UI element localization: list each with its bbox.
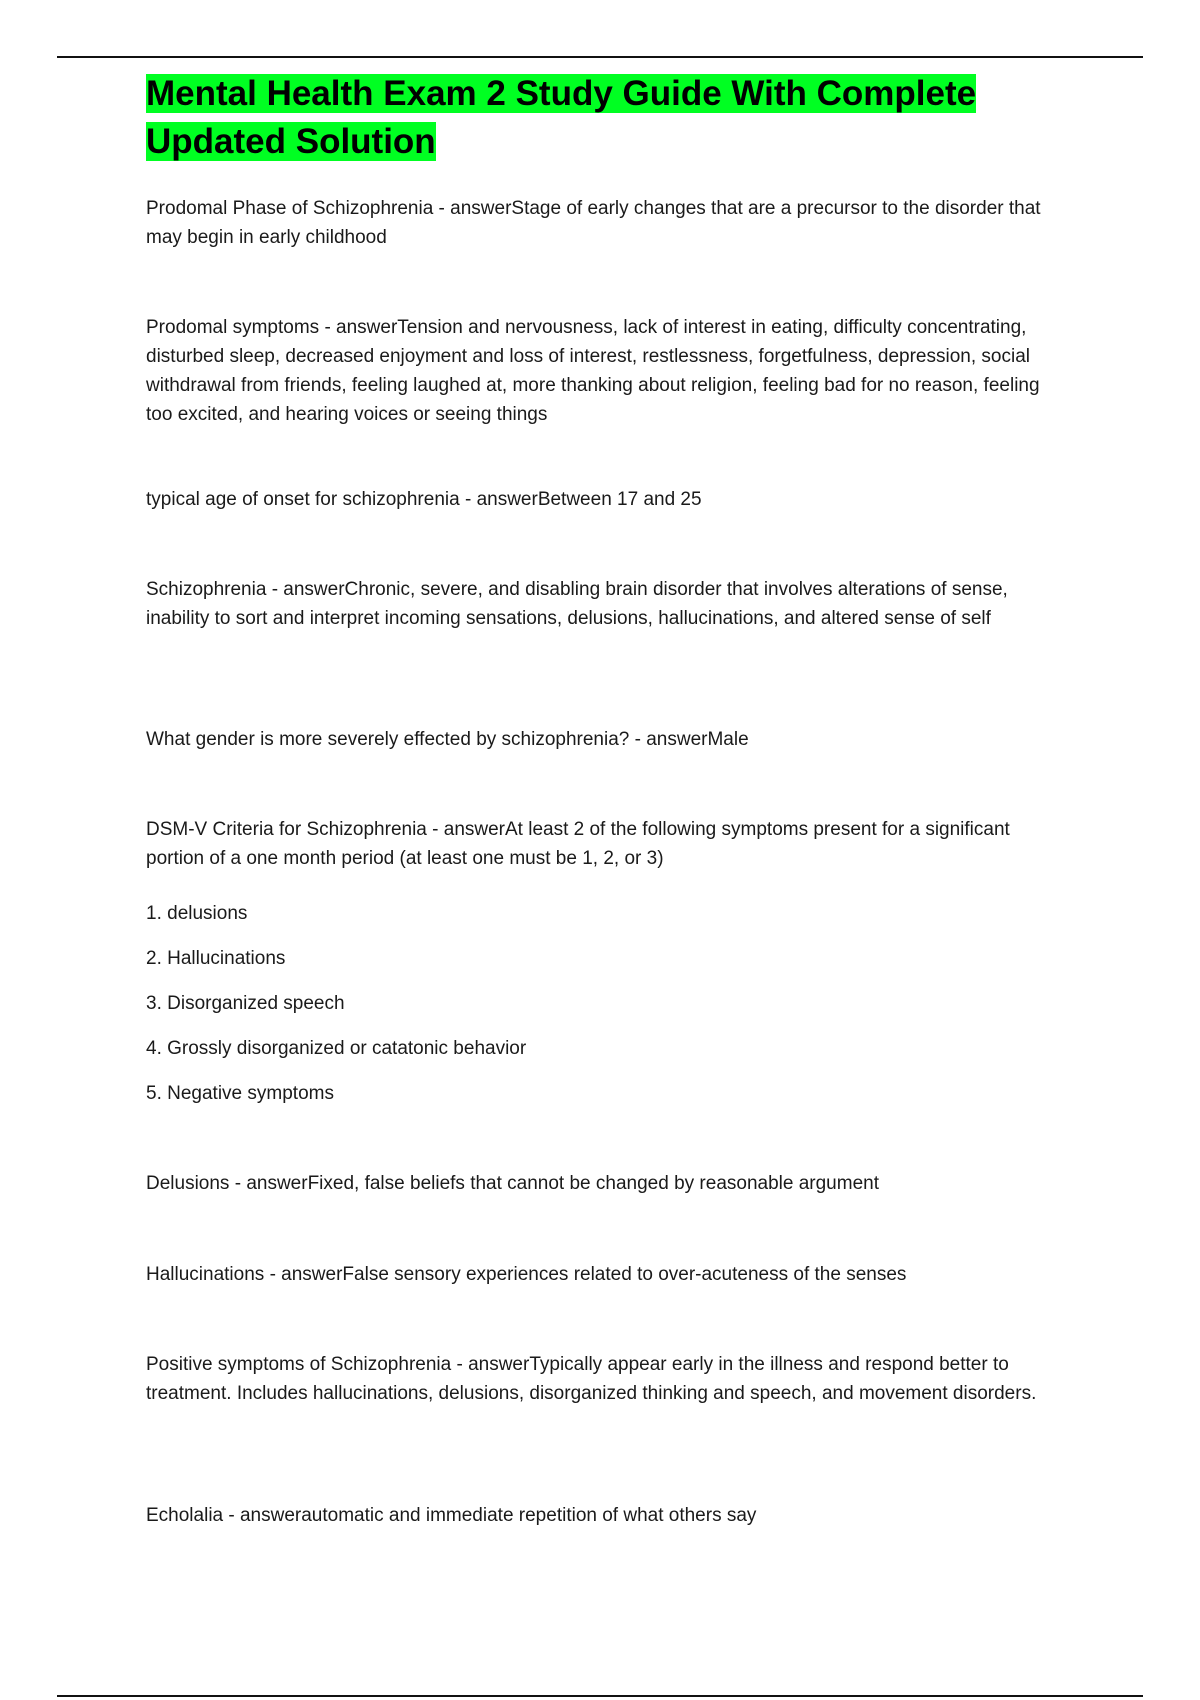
entry-delusions: Delusions - answerFixed, false beliefs that cannot be changed by reasonable argument xyxy=(146,1173,879,1194)
list-item: 5. Negative symptoms xyxy=(146,1083,334,1104)
entry-dsm-criteria: DSM-V Criteria for Schizophrenia - answerAt least 2 of the following symptoms present for a significant portion of a one month period (at least one must be 1, 2, or 3) xyxy=(146,819,1010,869)
list-item: 4. Grossly disorganized or catatonic behavior xyxy=(146,1038,527,1059)
entry-prodromal-phase: Prodomal Phase of Schizophrenia - answerStage of early changes that are a precursor to the disorder that may begin in early childhood xyxy=(146,198,1041,248)
list-item: 1. delusions xyxy=(146,903,248,924)
entry-echolalia: Echolalia - answerautomatic and immediate repetition of what others say xyxy=(146,1505,757,1526)
list-item: 2. Hallucinations xyxy=(146,948,286,969)
entry-schizophrenia: Schizophrenia - answerChronic, severe, and disabling brain disorder that involves alterations of sense, inability to sort and interpret incoming sensations, delusions, hallucinations, and altered sense of self xyxy=(146,579,1008,629)
footer-rule xyxy=(57,1695,1143,1697)
header-rule xyxy=(57,56,1143,58)
entry-prodromal-symptoms: Prodomal symptoms - answerTension and nervousness, lack of interest in eating, difficulty concentrating, disturbed sleep, decreased enjoyment and loss of interest, restlessness, forgetfulness, depression, social withdrawal from friends, feeling laughed at, more thanking about religion, feeling bad for no reason, feeling too excited, and hearing voices or seeing things xyxy=(146,317,1040,425)
title-line-1: Mental Health Exam 2 Study Guide With Complete xyxy=(146,74,977,113)
document-body xyxy=(146,70,1066,1526)
entry-age-of-onset: typical age of onset for schizophrenia - answerBetween 17 and 25 xyxy=(146,489,702,510)
entry-hallucinations: Hallucinations - answerFalse sensory experiences related to over-acuteness of the senses xyxy=(146,1264,907,1285)
list-item: 3. Disorganized speech xyxy=(146,993,345,1014)
entry-positive-symptoms: Positive symptoms of Schizophrenia - answerTypically appear early in the illness and respond better to treatment. Includes hallucinations, delusions, disorganized thinking and speech, and movement disorders. xyxy=(146,1354,1037,1404)
title-line-2: Updated Solution xyxy=(146,122,436,161)
page-title xyxy=(146,70,1066,166)
entry-gender: What gender is more severely effected by schizophrenia? - answerMale xyxy=(146,729,749,750)
